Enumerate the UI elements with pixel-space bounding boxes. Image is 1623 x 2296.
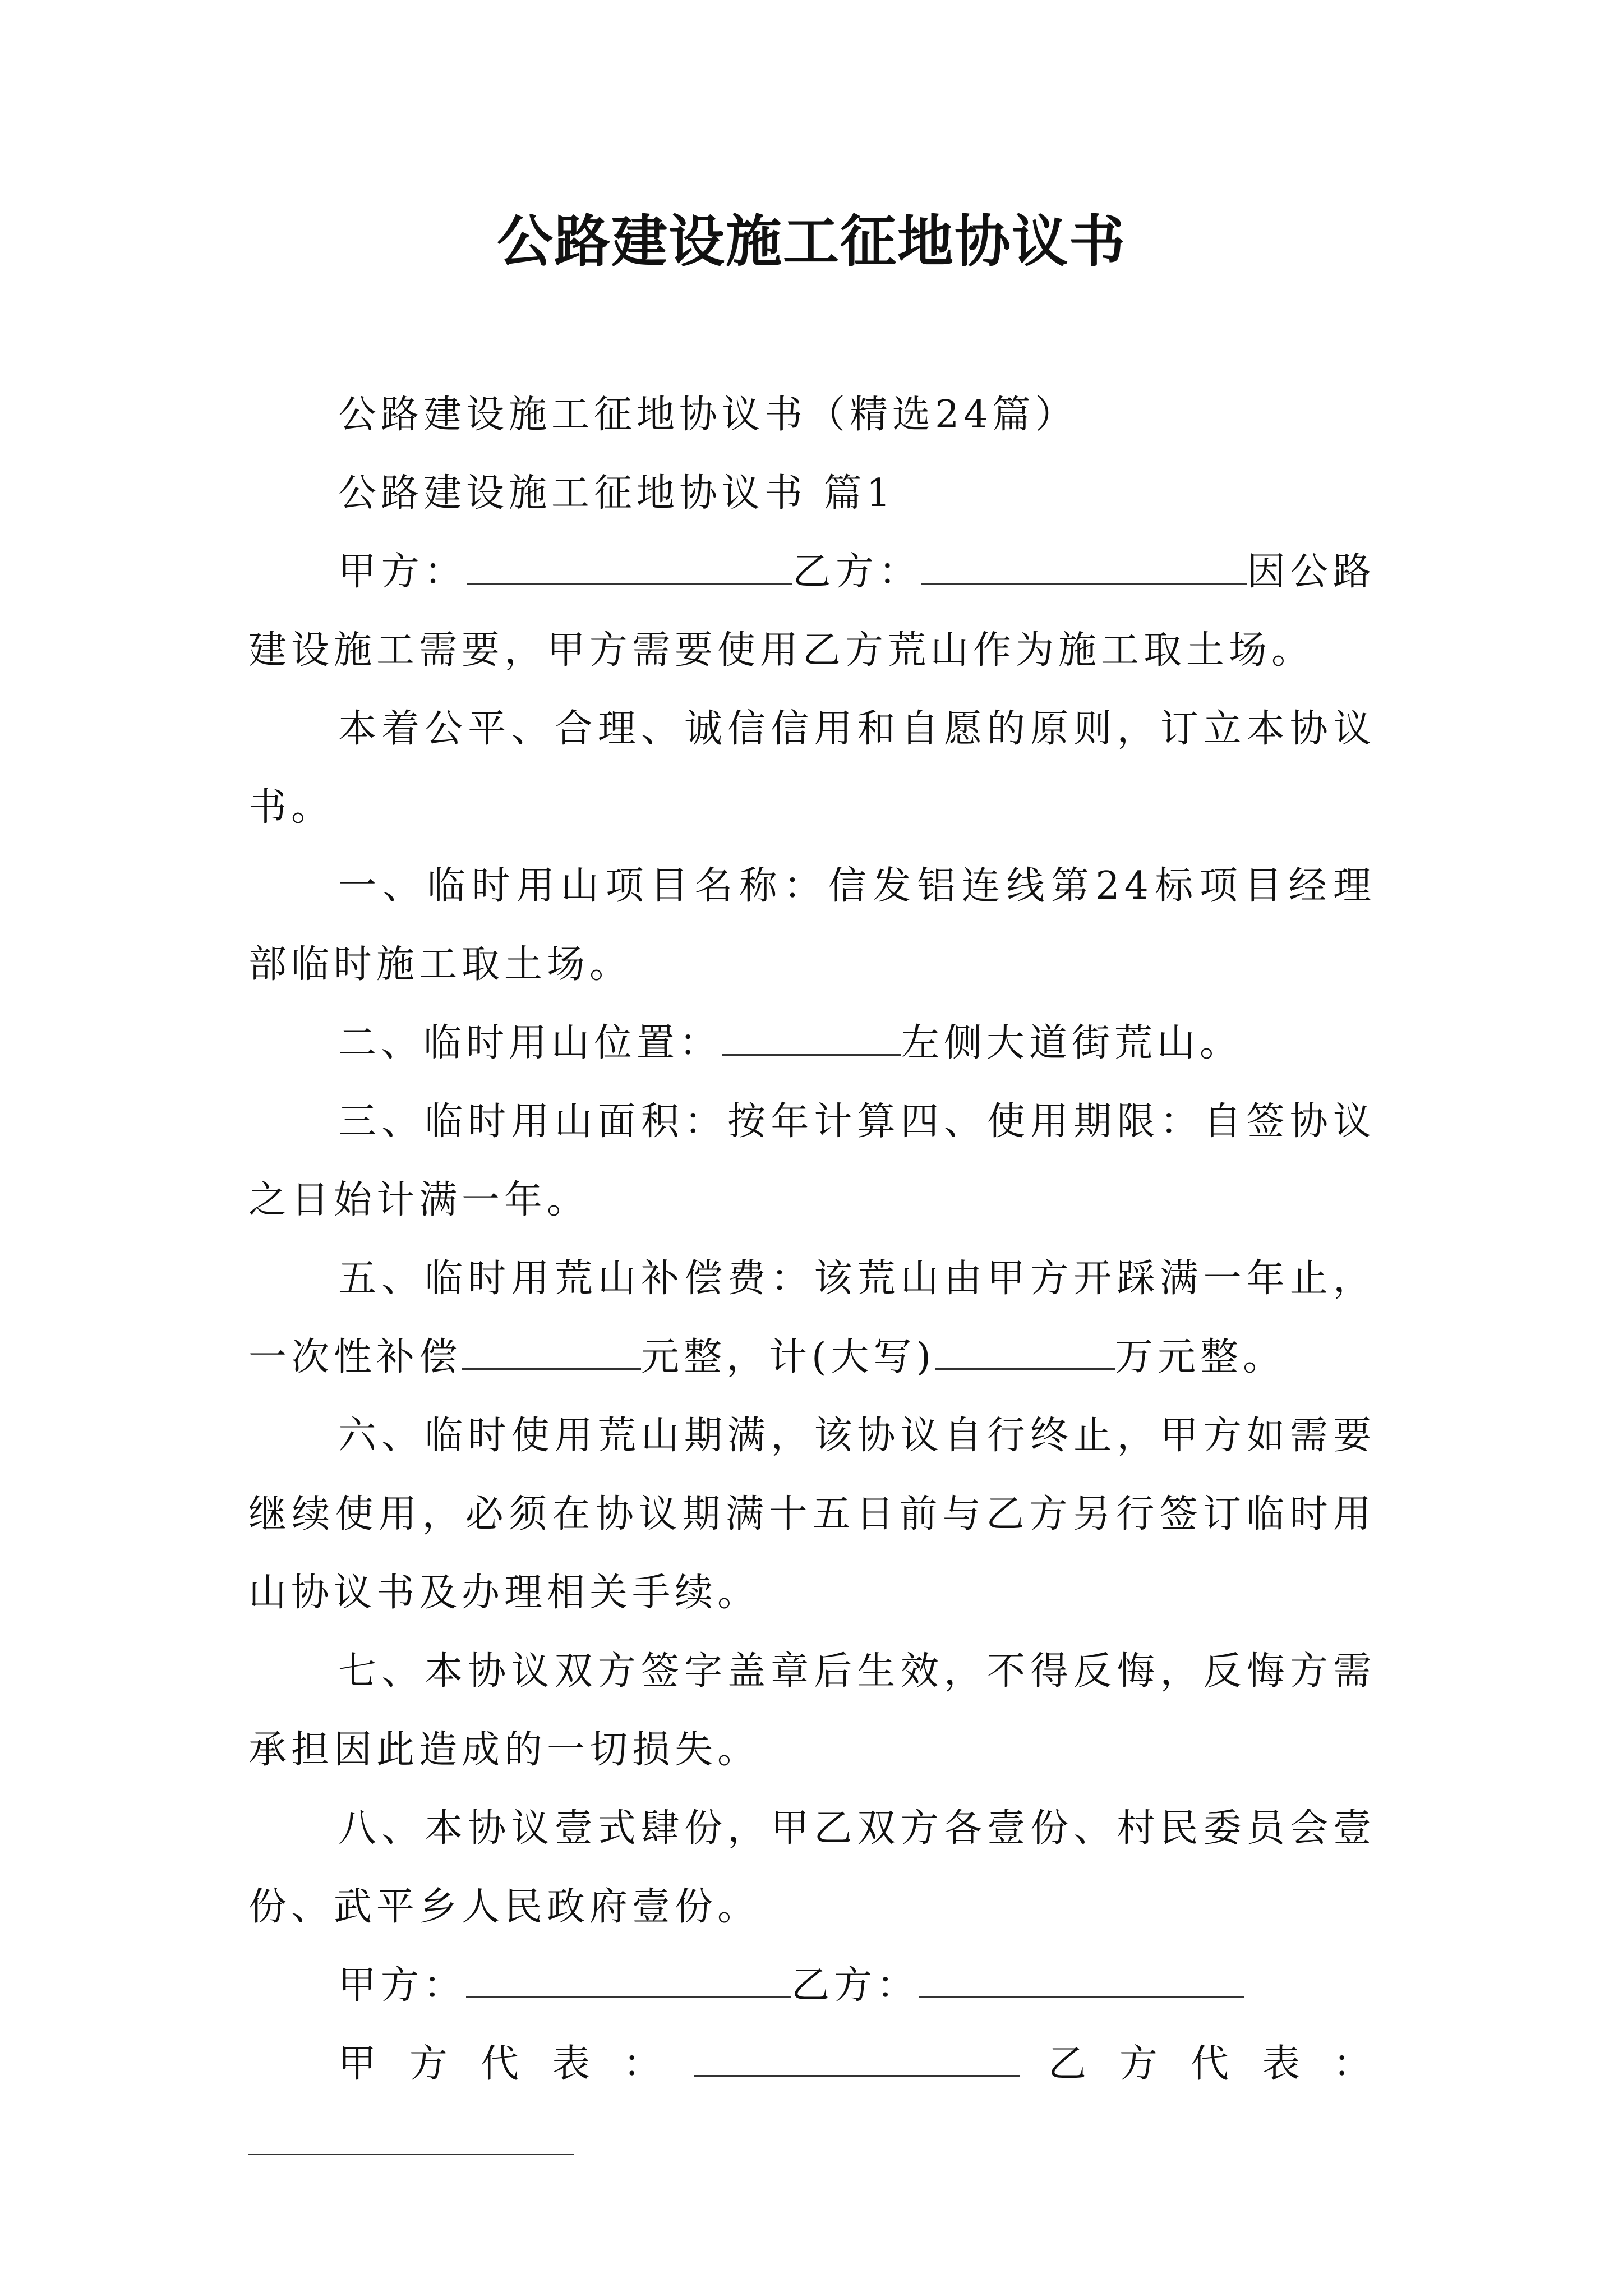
document-subtitle: 公路建设施工征地协议书（精选24篇）	[338, 393, 1078, 437]
clause-5	[248, 1240, 1376, 1397]
compensation-middle: 元整，计(大写)	[641, 1335, 936, 1379]
sign-party-b-label: 乙方：	[791, 1963, 920, 2008]
clause-7: 七、本协议双方签字盖章后生效，不得反悔，反悔方需承担因此造成的一切损失。	[248, 1649, 1376, 1772]
location-suffix: 左侧大道街荒山。	[901, 1021, 1243, 1065]
amount-capital-blank	[935, 1335, 1115, 1370]
sign-party-b-blank	[919, 1963, 1244, 1998]
party-line	[248, 533, 1376, 690]
party-b-blank	[921, 549, 1247, 585]
rep-b-label: 乙方代表：	[1020, 2042, 1376, 2086]
sign-party-a-blank	[466, 1963, 791, 1998]
rep-a-blank	[694, 2041, 1020, 2077]
section-heading: 公路建设施工征地协议书 篇1	[338, 471, 895, 516]
clause-8: 八、本协议壹式肆份，甲乙双方各壹份、村民委员会壹份、武平乡人民政府壹份。	[248, 1806, 1376, 1929]
location-blank	[722, 1020, 901, 1056]
party-b-label: 乙方：	[792, 550, 922, 594]
amount-blank	[462, 1335, 641, 1370]
document-body	[248, 376, 1376, 2182]
signature-parties	[248, 1947, 1376, 2025]
signature-reps	[248, 2025, 1376, 2182]
document-title: 公路建设施工征地协议书	[497, 208, 1126, 274]
purpose-text: 因公路建设施工需要，甲方需要使用乙方荒山作为施工取土场。	[248, 550, 1376, 673]
location-prefix: 二、临时用山位置：	[338, 1021, 722, 1065]
sign-party-a-label: 甲方：	[338, 1963, 467, 2008]
clause-2	[248, 1004, 1376, 1083]
party-a-blank	[467, 549, 792, 585]
clause-6: 六、临时使用荒山期满，该协议自行终止，甲方如需要继续使用，必须在协议期满十五日前与乙方另行签订临时用山协议书及办理相关手续。	[248, 1414, 1376, 1615]
rep-b-blank	[248, 2120, 574, 2155]
rep-a-label: 甲方代表：	[338, 2042, 694, 2086]
clause-1: 一、临时用山项目名称：信发铝连线第24标项目经理部临时施工取土场。	[248, 864, 1376, 987]
compensation-prefix: 五、临时用荒山补偿费：该荒山由甲方开踩满一年止，一次性补偿	[248, 1257, 1376, 1379]
party-a-label: 甲方：	[338, 550, 467, 594]
clause-3-4: 三、临时用山面积：按年计算四、使用期限：自签协议之日始计满一年。	[248, 1099, 1376, 1222]
compensation-suffix: 万元整。	[1115, 1335, 1286, 1379]
principle-paragraph: 本着公平、合理、诚信信用和自愿的原则，订立本协议书。	[248, 707, 1376, 830]
